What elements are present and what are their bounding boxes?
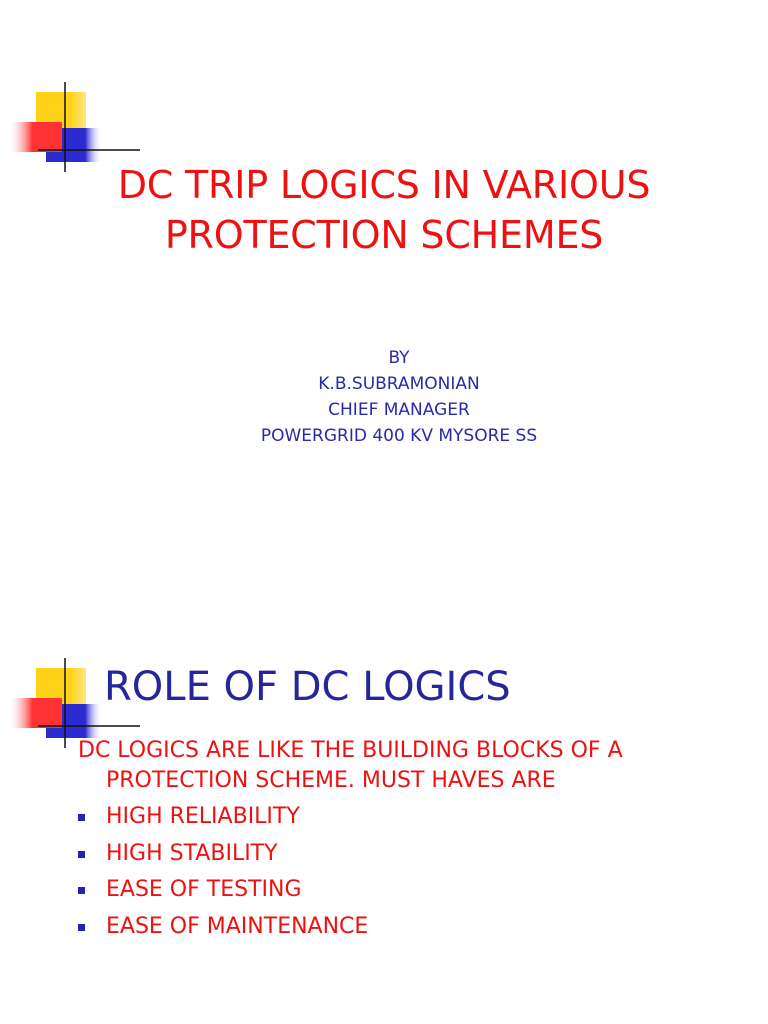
bullet-text: EASE OF TESTING (106, 877, 302, 902)
byline-organization: POWERGRID 400 KV MYSORE SS (260, 426, 538, 446)
square-bullet-icon (78, 814, 85, 821)
intro-paragraph (78, 736, 738, 796)
content-slide (0, 512, 768, 1024)
list-item (78, 804, 368, 841)
list-item (78, 841, 368, 878)
square-bullet-icon (78, 887, 85, 894)
author-byline (0, 345, 768, 449)
list-item (78, 877, 368, 914)
title-line-1: DC TRIP LOGICS IN VARIOUS (117, 163, 651, 207)
bullet-text: EASE OF MAINTENANCE (106, 913, 369, 939)
slide-heading: ROLE OF DC LOGICS (104, 664, 511, 710)
byline-role: CHIEF MANAGER (328, 400, 470, 420)
title-line-2: PROTECTION SCHEMES (164, 213, 604, 257)
bullet-text: HIGH STABILITY (106, 840, 278, 866)
bullet-text: HIGH RELIABILITY (106, 804, 300, 829)
bullet-list (78, 804, 368, 950)
slide-title (0, 160, 768, 260)
list-item (78, 914, 368, 951)
byline-author: K.B.SUBRAMONIAN (318, 374, 480, 394)
intro-line-2: PROTECTION SCHEME. MUST HAVES ARE (106, 768, 556, 793)
intro-line-1: DC LOGICS ARE LIKE THE BUILDING BLOCKS OF A (78, 738, 623, 763)
square-bullet-icon (78, 924, 85, 931)
square-bullet-icon (78, 851, 85, 858)
byline-by: BY (388, 348, 410, 368)
